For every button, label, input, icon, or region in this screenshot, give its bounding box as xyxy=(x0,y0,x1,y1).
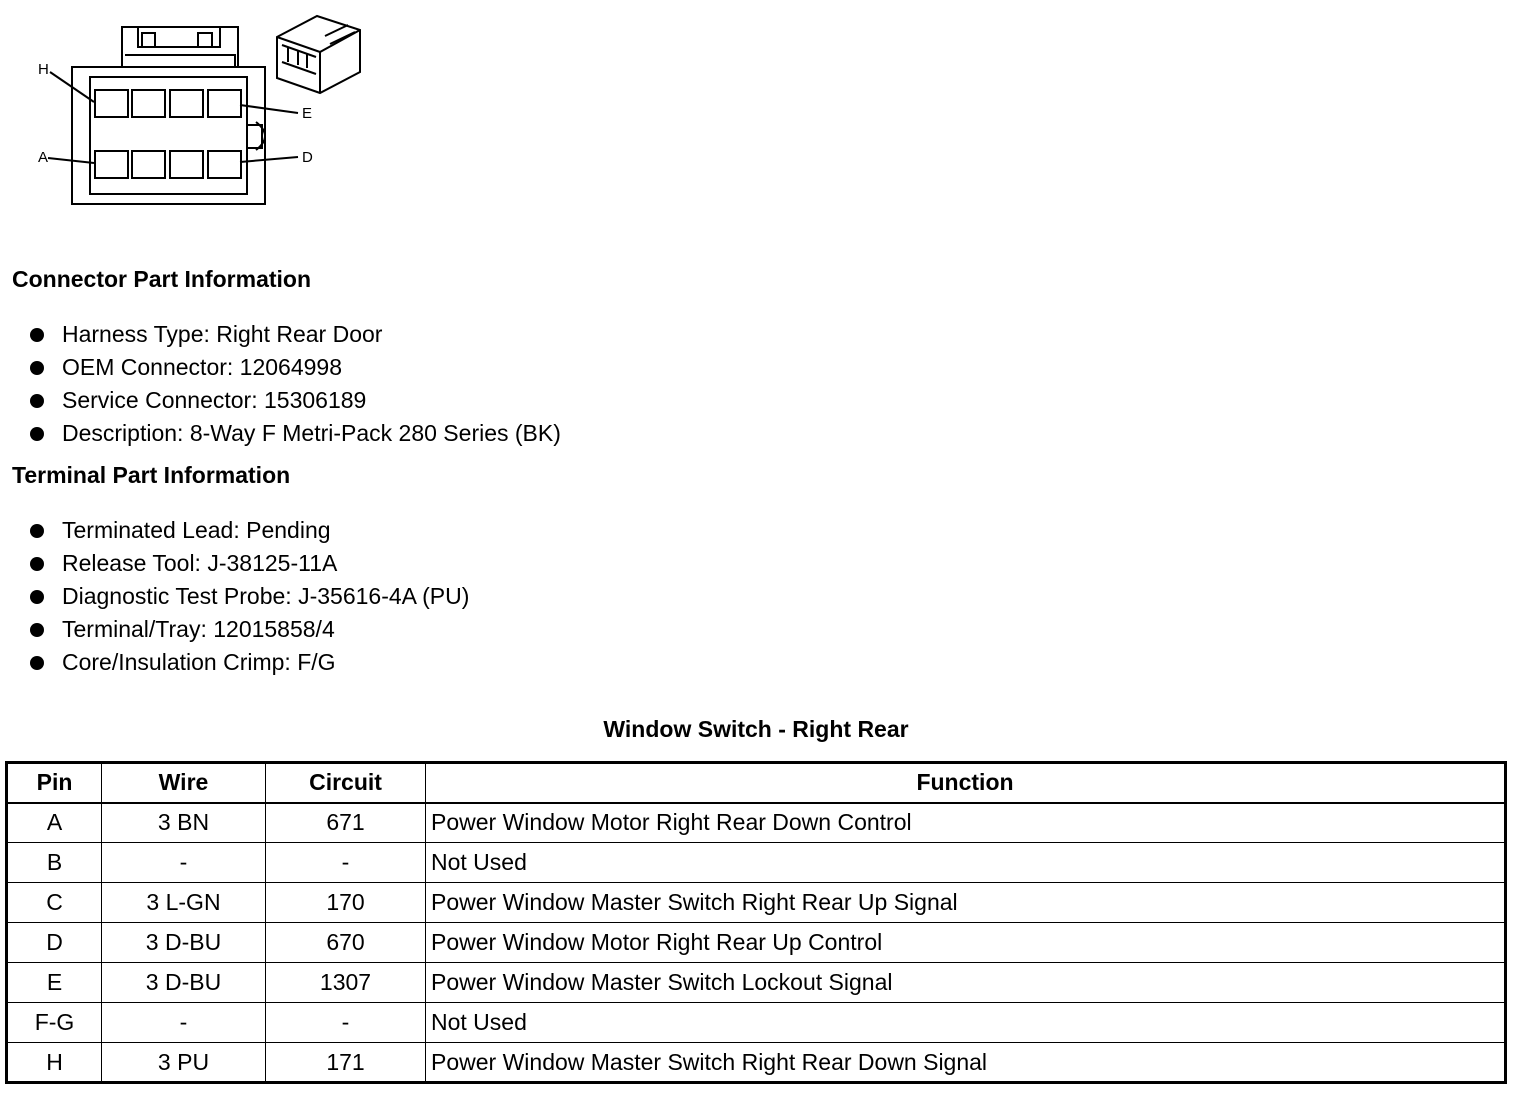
wire-cell: - xyxy=(102,843,266,883)
table-row xyxy=(7,883,1506,923)
pin-label-a: A xyxy=(38,149,49,166)
terminal-info-list xyxy=(30,514,469,679)
pin-cell: D xyxy=(7,923,102,963)
list-item: Release Tool: J-38125-11A xyxy=(30,547,469,580)
circuit-cell: - xyxy=(266,1003,426,1043)
function-cell: Power Window Master Switch Lockout Signal xyxy=(426,963,1506,1003)
function-cell: Power Window Master Switch Right Rear Down Signal xyxy=(426,1043,1506,1083)
bullet-icon xyxy=(30,524,44,538)
pin-cell: B xyxy=(7,843,102,883)
list-item: Description: 8-Way F Metri-Pack 280 Series (BK) xyxy=(30,417,561,450)
header-pin: Pin xyxy=(7,763,102,803)
cavity-e xyxy=(208,90,241,117)
table-row xyxy=(7,1003,1506,1043)
pin-cell: A xyxy=(7,803,102,843)
connector-section-title: Connector Part Information xyxy=(12,266,312,292)
bullet-icon xyxy=(30,623,44,637)
list-item: Diagnostic Test Probe: J-35616-4A (PU) xyxy=(30,580,469,613)
function-cell: Not Used xyxy=(426,843,1506,883)
circuit-cell: 1307 xyxy=(266,963,426,1003)
function-cell: Power Window Master Switch Right Rear Up Signal xyxy=(426,883,1506,923)
cavity-h xyxy=(95,90,128,117)
pin-cell: H xyxy=(7,1043,102,1083)
bullet-icon xyxy=(30,361,44,375)
list-item: Service Connector: 15306189 xyxy=(30,384,561,417)
table-row xyxy=(7,1043,1506,1083)
cavity-d xyxy=(208,151,241,178)
function-cell: Power Window Motor Right Rear Down Control xyxy=(426,803,1506,843)
function-cell: Power Window Motor Right Rear Up Control xyxy=(426,923,1506,963)
connector-3d-icon xyxy=(277,16,360,93)
circuit-cell: 671 xyxy=(266,803,426,843)
wire-cell: 3 PU xyxy=(102,1043,266,1083)
pin-label-h: H xyxy=(38,61,49,78)
pin-label-e: E xyxy=(302,105,313,122)
circuit-cell: - xyxy=(266,843,426,883)
pin-label-d: D xyxy=(302,149,313,166)
wire-cell: 3 D-BU xyxy=(102,923,266,963)
table-row xyxy=(7,843,1506,883)
bullet-icon xyxy=(30,427,44,441)
list-item: OEM Connector: 12064998 xyxy=(30,351,561,384)
function-cell: Not Used xyxy=(426,1003,1506,1043)
wire-cell: 3 D-BU xyxy=(102,963,266,1003)
bullet-icon xyxy=(30,557,44,571)
circuit-cell: 670 xyxy=(266,923,426,963)
pin-cell: C xyxy=(7,883,102,923)
connector-diagram xyxy=(30,10,370,215)
circuit-cell: 171 xyxy=(266,1043,426,1083)
list-item: Terminated Lead: Pending xyxy=(30,514,469,547)
list-item: Harness Type: Right Rear Door xyxy=(30,318,561,351)
circuit-cell: 170 xyxy=(266,883,426,923)
bullet-icon xyxy=(30,590,44,604)
header-circuit: Circuit xyxy=(266,763,426,803)
connector-housing xyxy=(72,67,265,204)
table-row xyxy=(7,923,1506,963)
table-row xyxy=(7,963,1506,1003)
bullet-icon xyxy=(30,394,44,408)
header-wire: Wire xyxy=(102,763,266,803)
wire-cell: - xyxy=(102,1003,266,1043)
table-title: Window Switch - Right Rear xyxy=(603,716,909,742)
terminal-section-title: Terminal Part Information xyxy=(12,462,291,488)
wire-cell: 3 L-GN xyxy=(102,883,266,923)
header-function: Function xyxy=(426,763,1506,803)
list-item: Core/Insulation Crimp: F/G xyxy=(30,646,469,679)
table-header-row xyxy=(7,763,1506,803)
pin-cell: F-G xyxy=(7,1003,102,1043)
wire-cell: 3 BN xyxy=(102,803,266,843)
connector-info-list xyxy=(30,318,561,450)
pinout-table xyxy=(5,761,1507,1084)
pin-cell: E xyxy=(7,963,102,1003)
cavity-a xyxy=(95,151,128,178)
table-row xyxy=(7,803,1506,843)
list-item: Terminal/Tray: 12015858/4 xyxy=(30,613,469,646)
bullet-icon xyxy=(30,656,44,670)
bullet-icon xyxy=(30,328,44,342)
